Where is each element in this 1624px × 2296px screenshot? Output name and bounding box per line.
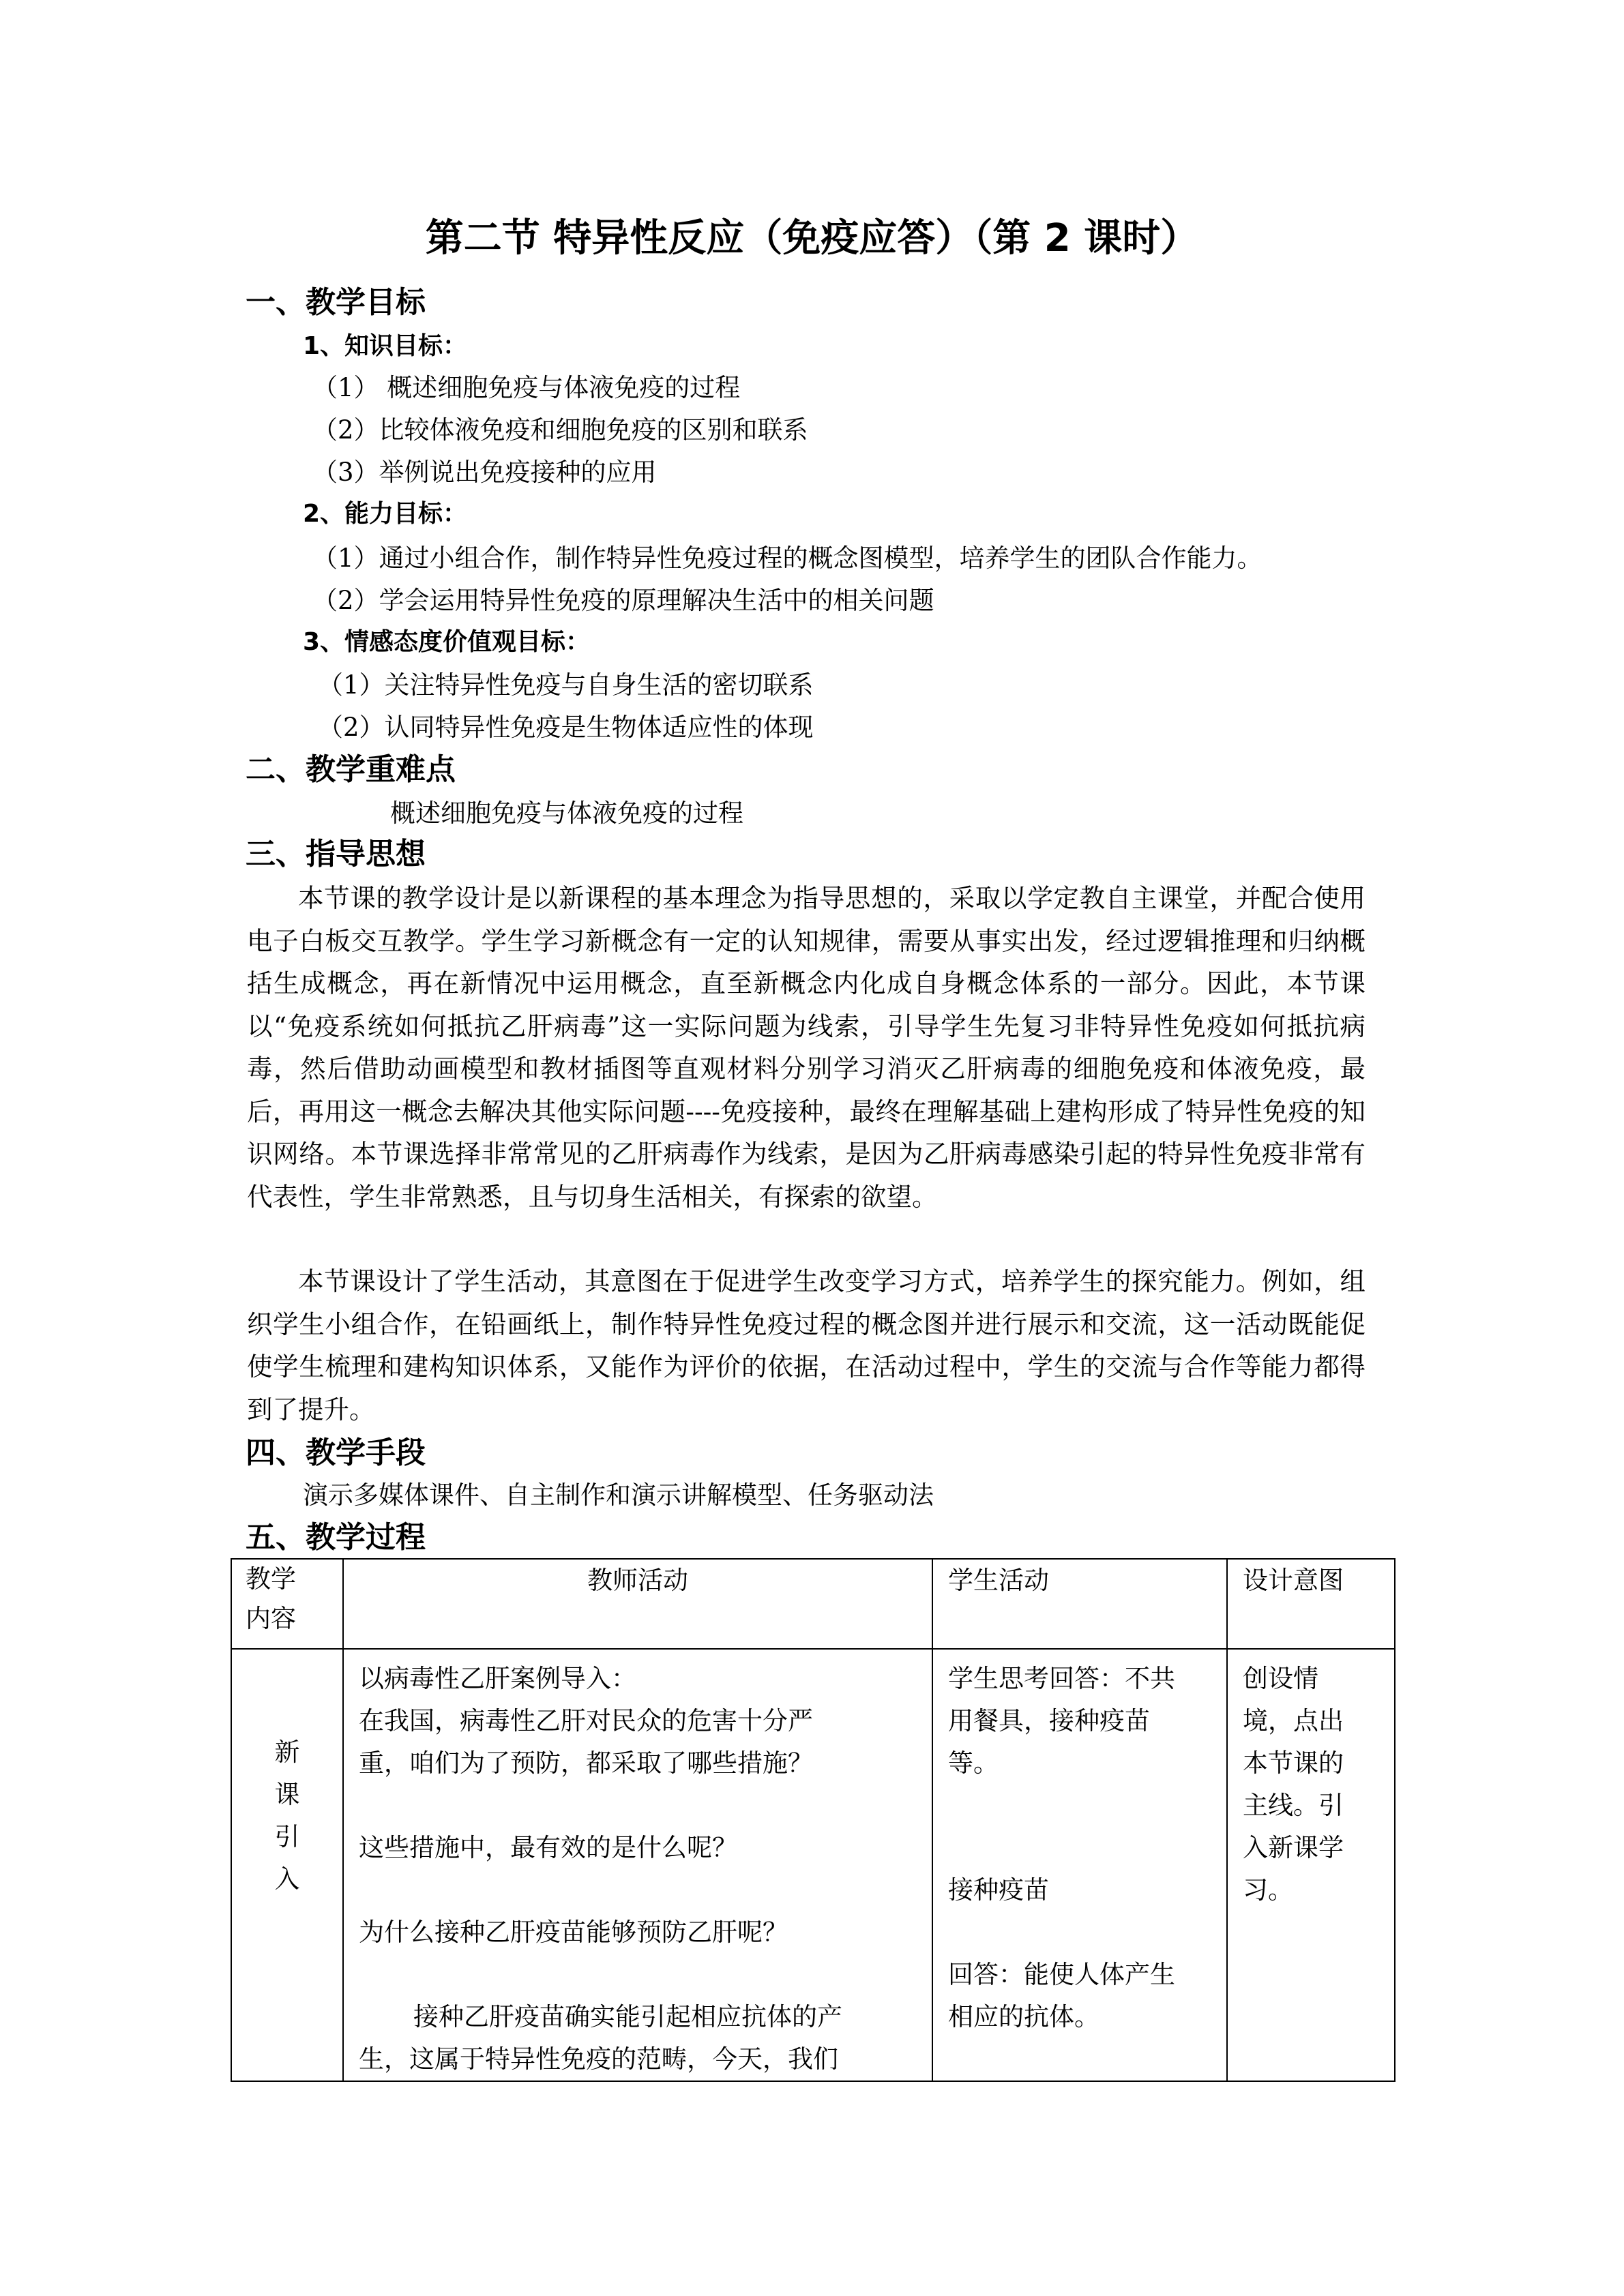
section-heading-objectives: 一、教学目标 bbox=[246, 285, 426, 320]
design-line: 境，点出 bbox=[1243, 1706, 1344, 1735]
content-char: 引 bbox=[274, 1822, 300, 1851]
cell-content bbox=[231, 1649, 343, 2081]
section-heading-key-points: 二、教学重难点 bbox=[246, 752, 456, 787]
teacher-line: 为什么接种乙肝疫苗能够预防乙肝呢？ bbox=[359, 1918, 788, 1947]
design-line: 主线。引 bbox=[1243, 1791, 1344, 1820]
header-teacher-activity: 教师活动 bbox=[343, 1559, 932, 1649]
design-line: 入新课学 bbox=[1243, 1833, 1344, 1862]
header-content-line: 教学 bbox=[246, 1564, 296, 1594]
table-row bbox=[231, 1649, 1395, 2081]
student-line: 相应的抗体。 bbox=[948, 2002, 1099, 2031]
emotion-item: （1）关注特异性免疫与自身生活的密切联系 bbox=[318, 670, 814, 700]
design-line: 创设情 bbox=[1243, 1664, 1318, 1693]
section-heading-teaching-process: 五、教学过程 bbox=[246, 1520, 426, 1555]
ability-item: （2）学会运用特异性免疫的原理解决生活中的相关问题 bbox=[312, 586, 934, 615]
subheading-knowledge: 1、知识目标： bbox=[303, 332, 468, 360]
teacher-line: 重，咱们为了预防，都采取了哪些措施？ bbox=[359, 1748, 813, 1778]
student-line: 学生思考回答：不共 bbox=[948, 1664, 1175, 1693]
header-content-line: 内容 bbox=[246, 1604, 296, 1633]
page-title: 第二节 特异性反应（免疫应答）（第 2 课时） bbox=[425, 216, 1199, 260]
section-heading-teaching-means: 四、教学手段 bbox=[246, 1435, 426, 1470]
teacher-line: 生，这属于特异性免疫的范畴，今天，我们 bbox=[359, 2044, 838, 2074]
section-heading-guiding-ideology: 三、指导思想 bbox=[246, 837, 426, 871]
student-line: 接种疫苗 bbox=[948, 1875, 1049, 1905]
knowledge-item: （3）举例说出免疫接种的应用 bbox=[312, 458, 657, 487]
content-char: 新 bbox=[274, 1738, 300, 1767]
cell-student-activity bbox=[932, 1649, 1227, 2081]
teaching-process-table bbox=[231, 1558, 1396, 2082]
header-design-intent: 设计意图 bbox=[1227, 1559, 1395, 1649]
guiding-ideology-paragraph-2: 本节课设计了学生活动，其意图在于促进学生改变学习方式，培养学生的探究能力。例如，组织学生小组合作，在铅画纸上，制作特异性免疫过程的概念图并进行展示和交流，这一活动既能促使学生梳理和建构知识体系，又能作为评价的依据，在活动过程中，学生的交流与合作等能力都得到了提升。 bbox=[247, 1266, 1365, 1425]
student-line: 用餐具，接种疫苗 bbox=[948, 1706, 1150, 1735]
content-char: 课 bbox=[274, 1780, 300, 1809]
subheading-emotion: 3、情感态度价值观目标： bbox=[303, 628, 591, 656]
design-line: 习。 bbox=[1243, 1875, 1293, 1905]
design-line: 本节课的 bbox=[1243, 1748, 1344, 1778]
student-line: 回答：能使人体产生 bbox=[948, 1960, 1175, 1989]
header-content bbox=[231, 1559, 343, 1649]
guiding-ideology-paragraph-1: 本节课的教学设计是以新课程的基本理念为指导思想的，采取以学定教自主课堂，并配合使用电子白板交互教学。学生学习新概念有一定的认知规律，需要从事实出发，经过逻辑推理和归纳概括生成概念，再在新情况中运用概念，直至新概念内化成自身概念体系的一部分。因此，本节课以“免疫系统如何抵抗乙肝病毒”这一实际问题为线索，引导学生先复习非特异性免疫如何抵抗病毒，然后借助动画模型和教材插图等直观材料分别学习消灭乙肝病毒的细胞免疫和体液免疫，最后，再用这一概念去解决其他实际问题----免疫接种，最终在理解基础上建构形成了特异性免疫的知识网络。本节课选择非常常见的乙肝病毒作为线索，是因为乙肝病毒感染引起的特异性免疫非常有代表性，学生非常熟悉，且与切身生活相关，有探索的欲望。 bbox=[247, 883, 1365, 1212]
cell-teacher-activity bbox=[343, 1649, 932, 2081]
table-header-row bbox=[231, 1559, 1395, 1649]
knowledge-item: （1） 概述细胞免疫与体液免疫的过程 bbox=[312, 373, 741, 402]
knowledge-item: （2）比较体液免疫和细胞免疫的区别和联系 bbox=[312, 415, 808, 445]
teacher-line: 这些措施中，最有效的是什么呢？ bbox=[359, 1833, 737, 1862]
student-line: 等。 bbox=[948, 1748, 999, 1778]
header-student-activity: 学生活动 bbox=[932, 1559, 1227, 1649]
content-char: 入 bbox=[274, 1864, 300, 1894]
teacher-line: 以病毒性乙肝案例导入： bbox=[359, 1664, 636, 1693]
teacher-line: 在我国，病毒性乙肝对民众的危害十分严 bbox=[359, 1706, 813, 1735]
teaching-means-text: 演示多媒体课件、自主制作和演示讲解模型、任务驱动法 bbox=[303, 1480, 934, 1510]
subheading-ability: 2、能力目标： bbox=[303, 500, 468, 528]
cell-design-intent bbox=[1227, 1649, 1395, 2081]
teacher-line: 接种乙肝疫苗确实能引起相应抗体的产 bbox=[413, 2002, 842, 2031]
key-points-text: 概述细胞免疫与体液免疫的过程 bbox=[390, 799, 743, 828]
emotion-item: （2）认同特异性免疫是生物体适应性的体现 bbox=[318, 713, 814, 742]
ability-item: （1）通过小组合作，制作特异性免疫过程的概念图模型，培养学生的团队合作能力。 bbox=[312, 543, 1263, 573]
